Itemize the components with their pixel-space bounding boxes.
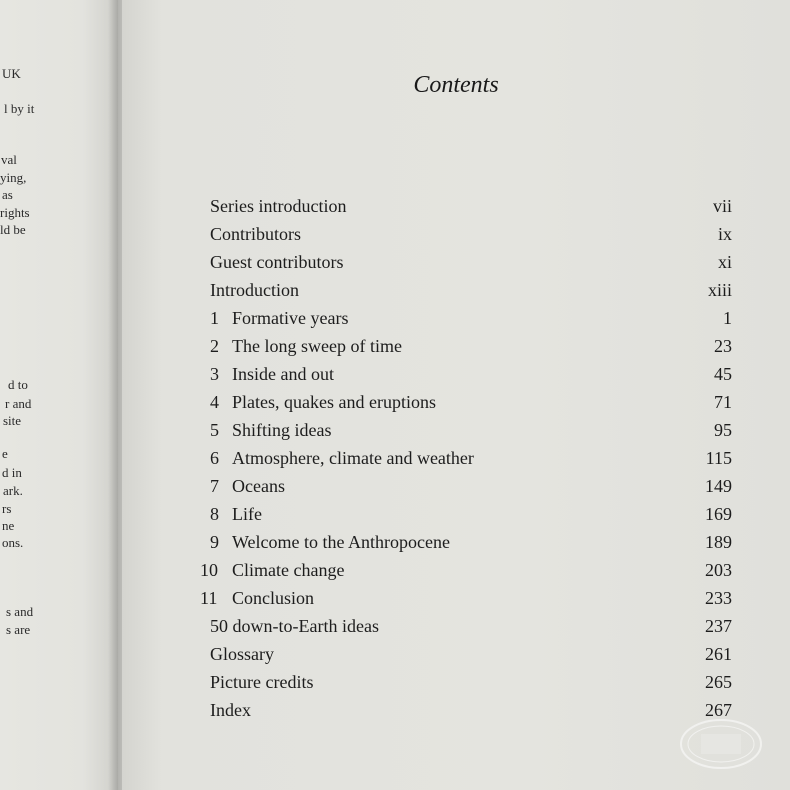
toc-entry-glossary xyxy=(210,641,732,667)
left-page-text: ons. xyxy=(2,535,24,550)
toc-entry-page: 71 xyxy=(714,392,732,412)
toc-entry-label: Welcome to the Anthropocene xyxy=(232,532,450,552)
left-page-text: UK xyxy=(2,66,21,81)
toc-entry-page: xi xyxy=(717,252,732,272)
toc-entry-label: Conclusion xyxy=(232,588,315,608)
toc-entry-chapter-7 xyxy=(210,473,732,499)
left-page-text: l by it xyxy=(4,101,35,116)
toc-entry-page: 267 xyxy=(705,700,732,720)
toc-entry-page: 95 xyxy=(714,420,732,440)
toc-entry-chapter-3 xyxy=(210,361,732,387)
toc-entry-number: 11 xyxy=(200,588,218,608)
toc-entry-page: xiii xyxy=(707,280,732,300)
toc-entry-page: 265 xyxy=(705,672,732,692)
toc-entry-number: 8 xyxy=(210,504,219,524)
toc-entry-series-introduction xyxy=(210,193,732,219)
toc-entry-label: Shifting ideas xyxy=(232,420,332,440)
toc-entry-label: Plates, quakes and eruptions xyxy=(232,392,436,412)
toc-entry-label: 50 down-to-Earth ideas xyxy=(210,616,379,636)
toc-entry-introduction xyxy=(210,277,732,303)
toc-entry-label: Index xyxy=(210,700,251,720)
toc-entry-chapter-5 xyxy=(210,417,732,443)
toc-entry-label: Guest contributors xyxy=(210,252,344,272)
left-page xyxy=(0,0,118,790)
toc-entry-label: Picture credits xyxy=(210,672,314,692)
toc-entry-chapter-6 xyxy=(210,445,732,471)
toc-entry-contributors xyxy=(210,221,732,247)
toc-entry-index xyxy=(210,697,732,723)
toc-entry-ideas xyxy=(210,613,732,639)
toc-entry-page: 1 xyxy=(723,308,732,328)
toc-entry-label: Atmosphere, climate and weather xyxy=(232,448,474,468)
toc-entry-page: 237 xyxy=(705,616,732,636)
toc-entry-page: 203 xyxy=(705,560,732,580)
toc-entry-label: The long sweep of time xyxy=(232,336,402,356)
seal-icon xyxy=(679,718,763,770)
left-page-text: rs xyxy=(2,501,12,516)
left-page-text: as xyxy=(2,187,13,202)
toc-entry-label: Inside and out xyxy=(232,364,334,384)
toc-entry-chapter-4 xyxy=(210,389,732,415)
toc-entry-chapter-11 xyxy=(200,585,732,611)
left-page-text: ying, xyxy=(0,170,27,185)
toc-entry-page: vii xyxy=(712,196,732,216)
page-title: Contents xyxy=(413,72,499,98)
toc-entry-page: 149 xyxy=(705,476,732,496)
toc-entry-picture-credits xyxy=(210,669,732,695)
toc-entry-label: Life xyxy=(232,504,262,524)
contents-page xyxy=(122,0,790,790)
toc-entry-number: 3 xyxy=(210,364,219,384)
toc-entry-number: 10 xyxy=(200,560,218,580)
left-page-text: e xyxy=(2,446,8,461)
toc-entry-page: 169 xyxy=(705,504,732,524)
left-page-text: s are xyxy=(6,622,31,637)
toc-entry-page: 115 xyxy=(705,448,732,468)
toc-entry-number: 1 xyxy=(210,308,219,328)
toc-entry-chapter-9 xyxy=(210,529,732,555)
toc-entry-number: 2 xyxy=(210,336,219,356)
toc-entry-label: Series introduction xyxy=(210,196,347,216)
toc-entry-chapter-2 xyxy=(210,333,732,359)
toc-entry-chapter-1 xyxy=(210,305,732,331)
left-page-text: val xyxy=(1,152,17,167)
toc-entry-page: 23 xyxy=(714,336,732,356)
left-page-text: rights xyxy=(0,205,30,220)
left-page-text: d to xyxy=(8,377,28,392)
toc-entry-page: 261 xyxy=(705,644,732,664)
toc-entry-chapter-10 xyxy=(200,557,732,583)
toc-entry-label: Contributors xyxy=(210,224,302,244)
toc-entry-guest-contributors xyxy=(210,249,732,275)
table-of-contents xyxy=(122,0,790,790)
toc-entry-number: 9 xyxy=(210,532,219,552)
toc-entry-page: 189 xyxy=(705,532,732,552)
toc-entry-label: Introduction xyxy=(210,280,299,300)
toc-entry-label: Oceans xyxy=(232,476,285,496)
left-page-text: r and xyxy=(5,396,32,411)
left-page-text: s and xyxy=(6,604,34,619)
toc-entry-chapter-8 xyxy=(210,501,732,527)
toc-entry-label: Glossary xyxy=(210,644,274,664)
toc-entry-number: 7 xyxy=(210,476,219,496)
toc-entry-page: ix xyxy=(717,224,732,244)
toc-entry-page: 45 xyxy=(714,364,732,384)
left-page-text: d in xyxy=(2,465,22,480)
toc-entry-number: 5 xyxy=(210,420,219,440)
left-page-text: ne xyxy=(2,518,15,533)
left-page-text: ld be xyxy=(0,222,26,237)
left-page-text: ark. xyxy=(3,483,23,498)
left-page-text: site xyxy=(3,413,22,428)
toc-entry-label: Climate change xyxy=(232,560,345,580)
toc-entry-label: Formative years xyxy=(232,308,349,328)
toc-entry-number: 4 xyxy=(210,392,219,412)
toc-entry-page: 233 xyxy=(705,588,732,608)
toc-entry-number: 6 xyxy=(210,448,219,468)
